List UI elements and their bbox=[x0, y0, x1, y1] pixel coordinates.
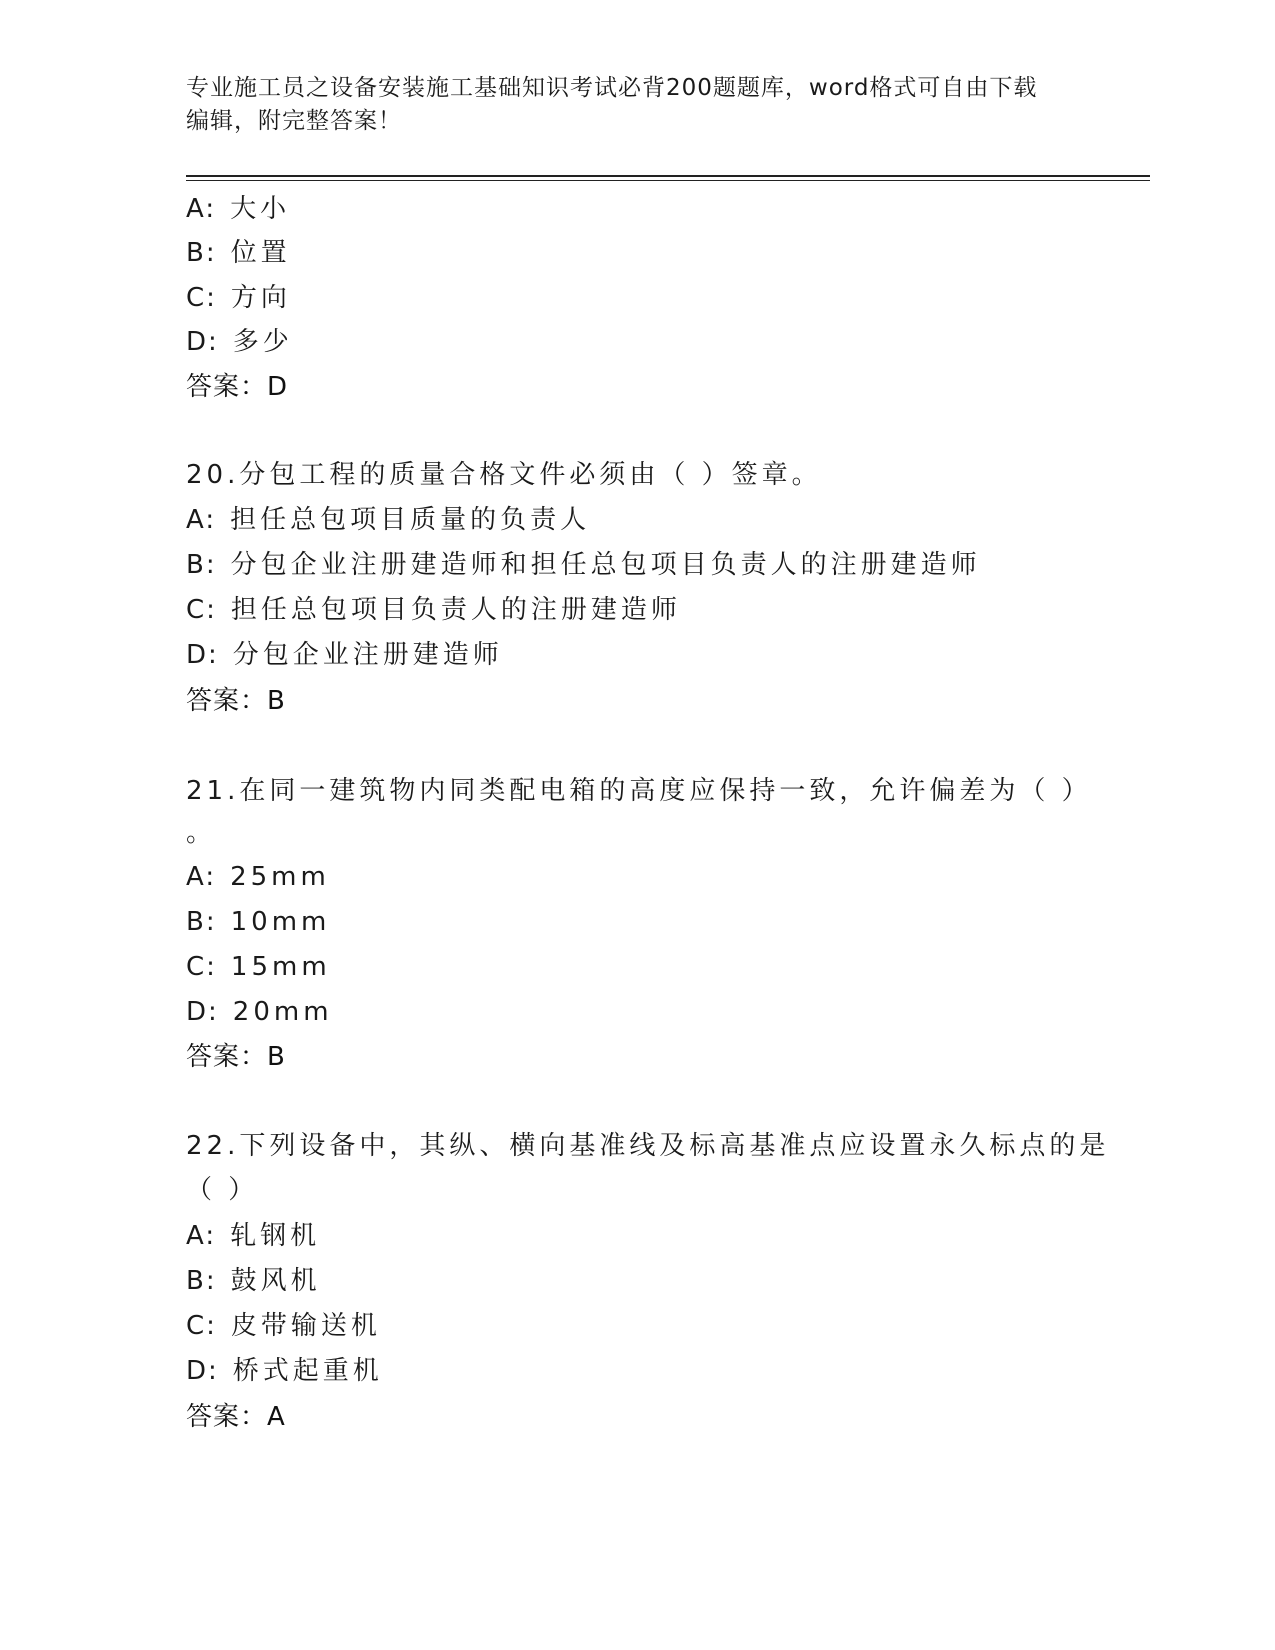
header-title-line1: 专业施工员之设备安装施工基础知识考试必背200题题库，word格式可自由下载 bbox=[186, 75, 1038, 101]
q19-option-a: A: 大小 bbox=[186, 194, 291, 224]
q20-question: 20.分包工程的质量合格文件必须由（ ）签章。 bbox=[186, 460, 822, 490]
q22-option-c: C: 皮带输送机 bbox=[186, 1311, 381, 1341]
q22-option-b: B: 鼓风机 bbox=[186, 1266, 321, 1296]
q22-option-a: A: 轧钢机 bbox=[186, 1221, 321, 1251]
document-header bbox=[186, 72, 1066, 138]
header-divider-bottom bbox=[186, 180, 1150, 181]
q20-option-d: D: 分包企业注册建造师 bbox=[186, 640, 503, 670]
header-divider-top bbox=[186, 175, 1150, 177]
q22-answer: 答案：A bbox=[186, 1402, 286, 1432]
q21-option-a: A: 25mm bbox=[186, 862, 330, 892]
q19-option-b: B: 位置 bbox=[186, 238, 291, 268]
q21-question-line2: 。 bbox=[186, 818, 217, 848]
q22-option-d: D: 桥式起重机 bbox=[186, 1356, 383, 1386]
q21-option-b: B: 10mm bbox=[186, 907, 331, 937]
q21-answer: 答案：B bbox=[186, 1042, 286, 1072]
q22-question-line1: 22.下列设备中，其纵、横向基准线及标高基准点应设置永久标点的是 bbox=[186, 1131, 1110, 1161]
q20-answer: 答案：B bbox=[186, 686, 286, 716]
q21-option-c: C: 15mm bbox=[186, 952, 331, 982]
q20-option-a: A: 担任总包项目质量的负责人 bbox=[186, 505, 591, 535]
q19-answer: 答案：D bbox=[186, 372, 289, 402]
q19-option-c: C: 方向 bbox=[186, 283, 291, 313]
q21-question-line1: 21.在同一建筑物内同类配电箱的高度应保持一致，允许偏差为（ ） bbox=[186, 776, 1092, 806]
q20-option-c: C: 担任总包项目负责人的注册建造师 bbox=[186, 595, 681, 625]
q21-option-d: D: 20mm bbox=[186, 997, 333, 1027]
q19-option-d: D: 多少 bbox=[186, 327, 293, 357]
q20-option-b: B: 分包企业注册建造师和担任总包项目负责人的注册建造师 bbox=[186, 550, 981, 580]
q22-question-line2: （ ） bbox=[186, 1175, 259, 1205]
header-title-line2: 编辑，附完整答案！ bbox=[186, 108, 402, 134]
